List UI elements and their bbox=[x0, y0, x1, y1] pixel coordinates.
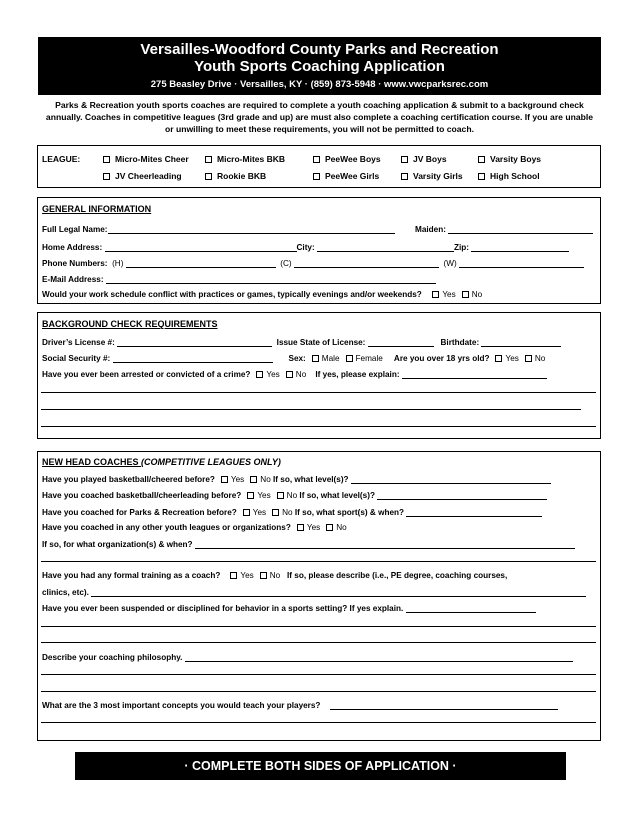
organizations-question: If so, for what organization(s) & when? bbox=[42, 539, 575, 549]
footer-banner: · COMPLETE BOTH SIDES OF APPLICATION · bbox=[75, 752, 566, 780]
answer-line[interactable] bbox=[41, 691, 596, 692]
played-before-question: Have you played basketball/cheered before? Yes No If so, what level(s)? bbox=[42, 474, 551, 484]
formal-training-question: Have you had any formal training as a coach? Yes No If so, please describe (i.e., PE degree, coaching courses, bbox=[42, 571, 508, 580]
general-information-section bbox=[37, 197, 601, 304]
league-option[interactable]: JV Boys bbox=[401, 154, 447, 164]
phone-cell-line[interactable] bbox=[294, 258, 439, 268]
answer-line[interactable] bbox=[377, 490, 547, 500]
checkbox-icon[interactable] bbox=[272, 509, 279, 516]
phone-field[interactable]: Phone Numbers: (H) (C) (W) bbox=[42, 258, 584, 268]
checkbox-icon[interactable] bbox=[313, 156, 320, 163]
checkbox-icon[interactable] bbox=[250, 476, 257, 483]
checkbox-icon[interactable] bbox=[312, 355, 319, 362]
checkbox-icon[interactable] bbox=[326, 524, 333, 531]
intro-text: Parks & Recreation youth sports coaches are required to complete a youth coaching application & submit to a background check annually. Coaches in competitive leagues (3rd grade and up) are must also complete a coaching certification course. If you are unable or unwilling to meet these requirements, you will not be permitted to coach. bbox=[45, 100, 594, 134]
full-name-field[interactable]: Full Legal Name: bbox=[42, 224, 395, 234]
checkbox-icon[interactable] bbox=[286, 371, 293, 378]
answer-line[interactable] bbox=[41, 642, 596, 643]
answer-line[interactable] bbox=[41, 626, 596, 627]
ssn-field[interactable]: Social Security #: Sex: Male Female Are you over 18 yrs old? Yes No bbox=[42, 354, 546, 363]
answer-line[interactable] bbox=[195, 539, 575, 549]
maiden-line[interactable] bbox=[448, 224, 593, 234]
important-concepts-question: What are the 3 most important concepts you would teach your players? bbox=[42, 700, 558, 710]
philosophy-question: Describe your coaching philosophy. bbox=[42, 652, 573, 662]
league-option[interactable]: Rookie BKB bbox=[205, 171, 266, 181]
checkbox-icon[interactable] bbox=[103, 156, 110, 163]
league-option[interactable]: PeeWee Boys bbox=[313, 154, 381, 164]
answer-line[interactable] bbox=[41, 561, 596, 562]
other-leagues-question: Have you coached in any other youth leagues or organizations? Yes No bbox=[42, 523, 347, 532]
league-option[interactable]: Varsity Boys bbox=[478, 154, 541, 164]
answer-line[interactable] bbox=[406, 603, 536, 613]
league-option[interactable]: Varsity Girls bbox=[401, 171, 463, 181]
section-title: GENERAL INFORMATION bbox=[42, 204, 152, 214]
new-head-coaches-section bbox=[37, 451, 601, 741]
birthdate-line[interactable] bbox=[481, 337, 561, 347]
answer-line[interactable] bbox=[41, 674, 596, 675]
checkbox-icon[interactable] bbox=[346, 355, 353, 362]
license-line[interactable] bbox=[117, 337, 272, 347]
league-label: LEAGUE: bbox=[42, 154, 81, 164]
league-option[interactable]: PeeWee Girls bbox=[313, 171, 379, 181]
answer-line[interactable] bbox=[185, 652, 573, 662]
background-check-section bbox=[37, 312, 601, 439]
coached-parks-question: Have you coached for Parks & Recreation before? Yes No If so, what sport(s) & when? bbox=[42, 507, 542, 517]
checkbox-icon[interactable] bbox=[297, 524, 304, 531]
suspended-question: Have you ever been suspended or disciplined for behavior in a sports setting? If yes explain. bbox=[42, 603, 536, 613]
checkbox-icon[interactable] bbox=[205, 156, 212, 163]
league-option[interactable]: High School bbox=[478, 171, 540, 181]
checkbox-icon[interactable] bbox=[478, 156, 485, 163]
checkbox-icon[interactable] bbox=[243, 509, 250, 516]
league-option[interactable]: Micro-Mites Cheer bbox=[103, 154, 189, 164]
answer-line[interactable] bbox=[41, 722, 596, 723]
answer-line[interactable] bbox=[330, 700, 558, 710]
explain-line[interactable] bbox=[402, 369, 547, 379]
organization-title: Versailles-Woodford County Parks and Recreation bbox=[140, 41, 499, 58]
header-banner bbox=[38, 37, 601, 95]
drivers-license-field[interactable]: Driver’s License #: Issue State of License: Birthdate: bbox=[42, 337, 561, 347]
league-section bbox=[37, 145, 601, 188]
answer-line[interactable] bbox=[41, 392, 596, 393]
checkbox-icon[interactable] bbox=[313, 173, 320, 180]
league-option[interactable]: JV Cheerleading bbox=[103, 171, 182, 181]
city-line[interactable] bbox=[317, 242, 454, 252]
checkbox-icon[interactable] bbox=[277, 492, 284, 499]
zip-line[interactable] bbox=[471, 242, 569, 252]
checkbox-icon[interactable] bbox=[256, 371, 263, 378]
answer-line[interactable] bbox=[91, 587, 586, 597]
checkbox-icon[interactable] bbox=[260, 572, 267, 579]
schedule-conflict-question: Would your work schedule conflict with practices or games, typically evenings and/or weekends? Yes No bbox=[42, 290, 483, 299]
email-field[interactable]: E-Mail Address: bbox=[42, 274, 436, 284]
checkbox-icon[interactable] bbox=[401, 156, 408, 163]
arrest-question: Have you ever been arrested or convicted of a crime? Yes No If yes, please explain: bbox=[42, 369, 547, 379]
full-name-line[interactable] bbox=[108, 224, 395, 234]
checkbox-icon[interactable] bbox=[495, 355, 502, 362]
phone-home-line[interactable] bbox=[126, 258, 276, 268]
issue-state-line[interactable] bbox=[368, 337, 434, 347]
formal-training-continued: clinics, etc). bbox=[42, 587, 586, 597]
coached-before-question: Have you coached basketball/cheerleading before? Yes No If so, what level(s)? bbox=[42, 490, 547, 500]
checkbox-icon[interactable] bbox=[478, 173, 485, 180]
email-line[interactable] bbox=[106, 274, 436, 284]
section-title: BACKGROUND CHECK REQUIREMENTS bbox=[42, 319, 218, 329]
home-address-field[interactable]: Home Address: City: Zip: bbox=[42, 242, 569, 252]
checkbox-icon[interactable] bbox=[462, 291, 469, 298]
checkbox-icon[interactable] bbox=[247, 492, 254, 499]
checkbox-icon[interactable] bbox=[401, 173, 408, 180]
phone-work-line[interactable] bbox=[459, 258, 584, 268]
checkbox-icon[interactable] bbox=[221, 476, 228, 483]
checkbox-icon[interactable] bbox=[432, 291, 439, 298]
answer-line[interactable] bbox=[41, 426, 596, 427]
contact-line: 275 Beasley Drive · Versailles, KY · (859) 873-5948 · www.vwcparksrec.com bbox=[150, 79, 489, 90]
checkbox-icon[interactable] bbox=[230, 572, 237, 579]
checkbox-icon[interactable] bbox=[103, 173, 110, 180]
ssn-line[interactable] bbox=[113, 353, 273, 363]
checkbox-icon[interactable] bbox=[205, 173, 212, 180]
maiden-field[interactable]: Maiden: bbox=[415, 224, 593, 234]
checkbox-icon[interactable] bbox=[525, 355, 532, 362]
section-title: NEW HEAD COACHES (COMPETITIVE LEAGUES ONLY) bbox=[42, 457, 281, 467]
league-option[interactable]: Micro-Mites BKB bbox=[205, 154, 285, 164]
form-title: Youth Sports Coaching Application bbox=[194, 58, 445, 75]
home-address-line[interactable] bbox=[105, 242, 297, 252]
answer-line[interactable] bbox=[41, 409, 581, 410]
answer-line[interactable] bbox=[406, 507, 542, 517]
answer-line[interactable] bbox=[351, 474, 551, 484]
